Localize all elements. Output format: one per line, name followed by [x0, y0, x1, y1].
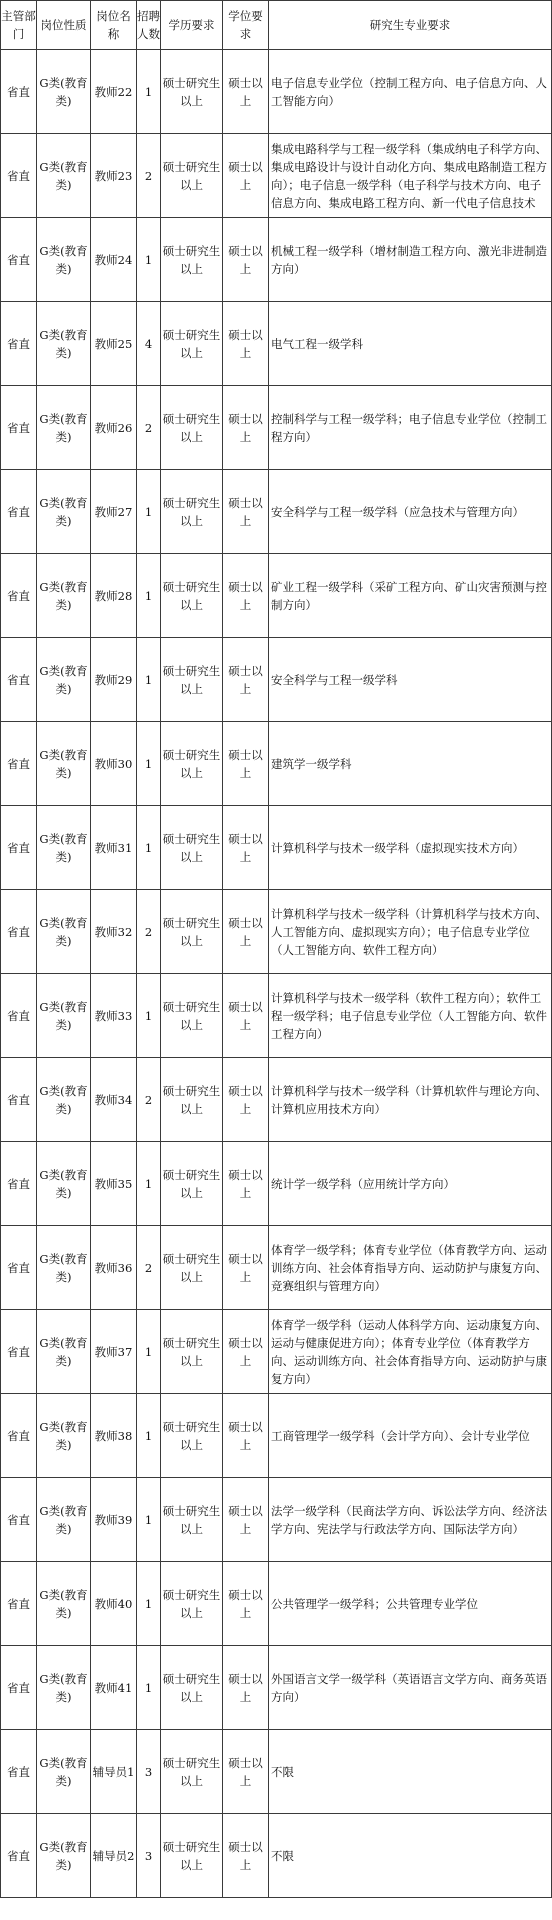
cell-degree: 硕士以上	[223, 218, 269, 302]
cell-post: 教师33	[91, 974, 137, 1058]
cell-post: 教师28	[91, 554, 137, 638]
cell-education: 硕士研究生以上	[161, 722, 223, 806]
cell-degree: 硕士以上	[223, 470, 269, 554]
cell-count: 1	[137, 1646, 161, 1730]
major-text: 机械工程一级学科（增材制造工程方向、激光非进制造方向）	[271, 243, 547, 276]
cell-count: 2	[137, 890, 161, 974]
cell-dept: 省直	[1, 1310, 37, 1394]
cell-nature: G类(教育类)	[37, 1814, 91, 1898]
cell-count: 1	[137, 638, 161, 722]
cell-education: 硕士研究生以上	[161, 134, 223, 218]
cell-education: 硕士研究生以上	[161, 1478, 223, 1562]
major-text: 不限	[271, 1848, 294, 1863]
cell-post: 辅导员1	[91, 1730, 137, 1814]
cell-major	[269, 386, 552, 470]
cell-major	[269, 554, 552, 638]
cell-nature: G类(教育类)	[37, 1394, 91, 1478]
major-text: 矿业工程一级学科（采矿工程方向、矿山灾害预测与控制方向）	[271, 579, 547, 612]
cell-education: 硕士研究生以上	[161, 890, 223, 974]
cell-major	[269, 302, 552, 386]
table-header-row	[1, 1, 552, 50]
major-text: 集成电路科学与工程一级学科（集成纳电子科学方向、集成电路设计与设计自动化方向、集成电路制造工程方向）；电子信息一级学科（电子科学与技术方向、电子信息方向、集成电路工程方向、新一代电子信息技术	[271, 141, 547, 210]
header-dept: 主管部门	[1, 1, 37, 50]
cell-count: 1	[137, 470, 161, 554]
cell-degree: 硕士以上	[223, 638, 269, 722]
cell-count: 2	[137, 1226, 161, 1310]
cell-degree: 硕士以上	[223, 722, 269, 806]
header-degree: 学位要求	[223, 1, 269, 50]
cell-count: 2	[137, 386, 161, 470]
cell-major	[269, 1394, 552, 1478]
cell-post: 教师26	[91, 386, 137, 470]
cell-degree: 硕士以上	[223, 1814, 269, 1898]
cell-education: 硕士研究生以上	[161, 1310, 223, 1394]
cell-major	[269, 1814, 552, 1898]
table-row	[1, 218, 552, 302]
cell-degree: 硕士以上	[223, 1226, 269, 1310]
header-nature: 岗位性质	[37, 1, 91, 50]
cell-nature: G类(教育类)	[37, 974, 91, 1058]
cell-degree: 硕士以上	[223, 1142, 269, 1226]
cell-major	[269, 722, 552, 806]
major-text: 外国语言文学一级学科（英语语言文学方向、商务英语方向）	[271, 1671, 547, 1704]
table-row	[1, 1562, 552, 1646]
cell-degree: 硕士以上	[223, 134, 269, 218]
cell-post: 教师29	[91, 638, 137, 722]
cell-degree: 硕士以上	[223, 1646, 269, 1730]
cell-dept: 省直	[1, 638, 37, 722]
cell-degree: 硕士以上	[223, 302, 269, 386]
cell-nature: G类(教育类)	[37, 1730, 91, 1814]
cell-degree: 硕士以上	[223, 1730, 269, 1814]
cell-major	[269, 50, 552, 134]
table-row	[1, 1646, 552, 1730]
cell-dept: 省直	[1, 470, 37, 554]
cell-education: 硕士研究生以上	[161, 470, 223, 554]
cell-post: 教师39	[91, 1478, 137, 1562]
cell-education: 硕士研究生以上	[161, 1226, 223, 1310]
major-text: 工商管理学一级学科（会计学方向）、会计专业学位	[271, 1428, 530, 1443]
cell-major	[269, 1730, 552, 1814]
cell-education: 硕士研究生以上	[161, 554, 223, 638]
cell-dept: 省直	[1, 974, 37, 1058]
cell-post: 教师41	[91, 1646, 137, 1730]
cell-count: 4	[137, 302, 161, 386]
cell-count: 1	[137, 1394, 161, 1478]
cell-nature: G类(教育类)	[37, 302, 91, 386]
table-row	[1, 638, 552, 722]
header-count: 招聘人数	[137, 1, 161, 50]
cell-dept: 省直	[1, 722, 37, 806]
cell-major	[269, 1142, 552, 1226]
cell-education: 硕士研究生以上	[161, 1730, 223, 1814]
table-row	[1, 1058, 552, 1142]
cell-major	[269, 1310, 552, 1394]
cell-education: 硕士研究生以上	[161, 1562, 223, 1646]
cell-education: 硕士研究生以上	[161, 50, 223, 134]
cell-dept: 省直	[1, 1646, 37, 1730]
cell-post: 教师35	[91, 1142, 137, 1226]
table-row	[1, 554, 552, 638]
cell-education: 硕士研究生以上	[161, 1058, 223, 1142]
cell-nature: G类(教育类)	[37, 890, 91, 974]
major-text: 建筑学一级学科	[271, 756, 352, 771]
cell-dept: 省直	[1, 890, 37, 974]
cell-count: 1	[137, 806, 161, 890]
cell-count: 1	[137, 50, 161, 134]
cell-nature: G类(教育类)	[37, 386, 91, 470]
cell-nature: G类(教育类)	[37, 1310, 91, 1394]
cell-degree: 硕士以上	[223, 50, 269, 134]
table-row	[1, 1814, 552, 1898]
cell-dept: 省直	[1, 386, 37, 470]
table-row	[1, 722, 552, 806]
major-text: 公共管理学一级学科；公共管理专业学位	[271, 1596, 478, 1611]
cell-major	[269, 134, 552, 218]
header-major: 研究生专业要求	[269, 1, 552, 50]
cell-dept: 省直	[1, 134, 37, 218]
major-text: 计算机科学与技术一级学科（计算机科学与技术方向、人工智能方向、虚拟现实方向）；电子信息专业学位（人工智能方向、软件工程方向）	[271, 906, 547, 957]
cell-nature: G类(教育类)	[37, 1142, 91, 1226]
table-row	[1, 386, 552, 470]
cell-dept: 省直	[1, 1730, 37, 1814]
table-row	[1, 1310, 552, 1394]
cell-nature: G类(教育类)	[37, 1562, 91, 1646]
cell-count: 3	[137, 1730, 161, 1814]
cell-post: 教师25	[91, 302, 137, 386]
cell-count: 1	[137, 554, 161, 638]
cell-degree: 硕士以上	[223, 1394, 269, 1478]
cell-post: 教师22	[91, 50, 137, 134]
cell-count: 1	[137, 218, 161, 302]
cell-count: 1	[137, 1478, 161, 1562]
table-row	[1, 470, 552, 554]
cell-major	[269, 890, 552, 974]
table-row	[1, 50, 552, 134]
cell-post: 教师40	[91, 1562, 137, 1646]
cell-education: 硕士研究生以上	[161, 638, 223, 722]
table-row	[1, 974, 552, 1058]
cell-dept: 省直	[1, 1142, 37, 1226]
cell-major	[269, 974, 552, 1058]
table-row	[1, 1142, 552, 1226]
table-row	[1, 890, 552, 974]
cell-degree: 硕士以上	[223, 974, 269, 1058]
cell-post: 教师37	[91, 1310, 137, 1394]
cell-education: 硕士研究生以上	[161, 386, 223, 470]
major-text: 体育学一级学科（运动人体科学方向、运动康复方向、运动与健康促进方向）；体育专业学位（体育教学方向、运动训练方向、社会体育指导方向、运动防护与康复方向）	[271, 1317, 547, 1386]
cell-degree: 硕士以上	[223, 1562, 269, 1646]
cell-education: 硕士研究生以上	[161, 218, 223, 302]
cell-post: 教师32	[91, 890, 137, 974]
cell-nature: G类(教育类)	[37, 1226, 91, 1310]
cell-post: 教师30	[91, 722, 137, 806]
cell-major	[269, 806, 552, 890]
cell-dept: 省直	[1, 50, 37, 134]
cell-count: 1	[137, 1562, 161, 1646]
cell-post: 辅导员2	[91, 1814, 137, 1898]
cell-degree: 硕士以上	[223, 1310, 269, 1394]
major-text: 统计学一级学科（应用统计学方向）	[271, 1176, 455, 1191]
table-row	[1, 1730, 552, 1814]
table-row	[1, 806, 552, 890]
cell-count: 3	[137, 1814, 161, 1898]
major-text: 不限	[271, 1764, 294, 1779]
cell-nature: G类(教育类)	[37, 1478, 91, 1562]
cell-major	[269, 638, 552, 722]
cell-dept: 省直	[1, 218, 37, 302]
cell-major	[269, 218, 552, 302]
cell-degree: 硕士以上	[223, 1058, 269, 1142]
cell-count: 1	[137, 722, 161, 806]
major-text: 法学一级学科（民商法学方向、诉讼法学方向、经济法学方向、宪法学与行政法学方向、国际法学方向）	[271, 1503, 547, 1536]
cell-count: 1	[137, 974, 161, 1058]
cell-nature: G类(教育类)	[37, 470, 91, 554]
cell-dept: 省直	[1, 806, 37, 890]
major-text: 电气工程一级学科	[271, 336, 363, 351]
cell-dept: 省直	[1, 302, 37, 386]
table-body	[1, 50, 552, 1898]
cell-education: 硕士研究生以上	[161, 1646, 223, 1730]
cell-degree: 硕士以上	[223, 554, 269, 638]
cell-major	[269, 1226, 552, 1310]
cell-nature: G类(教育类)	[37, 806, 91, 890]
cell-count: 2	[137, 134, 161, 218]
cell-nature: G类(教育类)	[37, 638, 91, 722]
cell-post: 教师31	[91, 806, 137, 890]
cell-post: 教师36	[91, 1226, 137, 1310]
cell-nature: G类(教育类)	[37, 50, 91, 134]
cell-dept: 省直	[1, 1562, 37, 1646]
table-row	[1, 1478, 552, 1562]
table-row	[1, 302, 552, 386]
major-text: 体育学一级学科；体育专业学位（体育教学方向、运动训练方向、社会体育指导方向、运动防护与康复方向、竞赛组织与管理方向）	[271, 1242, 547, 1293]
cell-degree: 硕士以上	[223, 890, 269, 974]
cell-nature: G类(教育类)	[37, 134, 91, 218]
cell-major	[269, 1562, 552, 1646]
cell-nature: G类(教育类)	[37, 218, 91, 302]
major-text: 计算机科学与技术一级学科（计算机软件与理论方向、计算机应用技术方向）	[271, 1083, 547, 1116]
major-text: 计算机科学与技术一级学科（软件工程方向）；软件工程一级学科；电子信息专业学位（人工智能方向、软件工程方向）	[271, 990, 547, 1041]
cell-dept: 省直	[1, 1814, 37, 1898]
cell-dept: 省直	[1, 1394, 37, 1478]
cell-dept: 省直	[1, 554, 37, 638]
cell-education: 硕士研究生以上	[161, 806, 223, 890]
major-text: 安全科学与工程一级学科（应急技术与管理方向）	[271, 504, 524, 519]
cell-post: 教师24	[91, 218, 137, 302]
cell-dept: 省直	[1, 1058, 37, 1142]
cell-nature: G类(教育类)	[37, 722, 91, 806]
cell-post: 教师34	[91, 1058, 137, 1142]
cell-nature: G类(教育类)	[37, 1646, 91, 1730]
cell-post: 教师27	[91, 470, 137, 554]
cell-nature: G类(教育类)	[37, 1058, 91, 1142]
cell-major	[269, 1058, 552, 1142]
cell-education: 硕士研究生以上	[161, 974, 223, 1058]
cell-post: 教师38	[91, 1394, 137, 1478]
cell-education: 硕士研究生以上	[161, 1142, 223, 1226]
cell-degree: 硕士以上	[223, 806, 269, 890]
cell-major	[269, 1478, 552, 1562]
cell-dept: 省直	[1, 1226, 37, 1310]
cell-major	[269, 1646, 552, 1730]
cell-education: 硕士研究生以上	[161, 1394, 223, 1478]
table-row	[1, 134, 552, 218]
cell-major	[269, 470, 552, 554]
major-text: 安全科学与工程一级学科	[271, 672, 398, 687]
cell-count: 2	[137, 1058, 161, 1142]
cell-education: 硕士研究生以上	[161, 302, 223, 386]
header-post: 岗位名称	[91, 1, 137, 50]
cell-post: 教师23	[91, 134, 137, 218]
cell-education: 硕士研究生以上	[161, 1814, 223, 1898]
cell-degree: 硕士以上	[223, 386, 269, 470]
cell-count: 1	[137, 1142, 161, 1226]
cell-degree: 硕士以上	[223, 1478, 269, 1562]
major-text: 电子信息专业学位（控制工程方向、电子信息方向、人工智能方向）	[271, 75, 547, 108]
cell-count: 1	[137, 1310, 161, 1394]
cell-nature: G类(教育类)	[37, 554, 91, 638]
major-text: 计算机科学与技术一级学科（虚拟现实技术方向）	[271, 840, 524, 855]
cell-dept: 省直	[1, 1478, 37, 1562]
table-row	[1, 1226, 552, 1310]
header-education: 学历要求	[161, 1, 223, 50]
table-row	[1, 1394, 552, 1478]
major-text: 控制科学与工程一级学科；电子信息专业学位（控制工程方向）	[271, 411, 547, 444]
